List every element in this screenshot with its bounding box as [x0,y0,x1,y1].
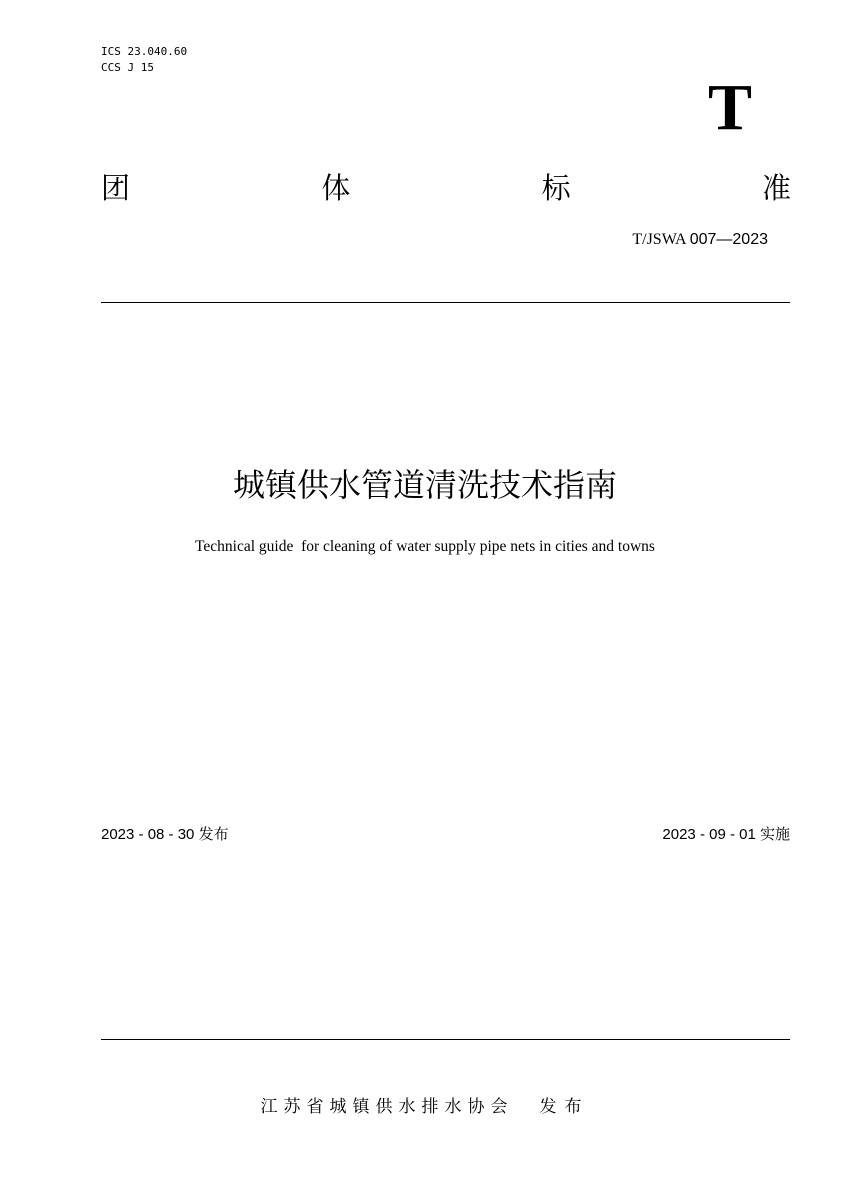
standard-type-heading [101,164,791,208]
implement-date: 2023 - 09 - 01 [662,826,756,843]
top-divider [101,302,790,303]
bottom-divider [101,1039,790,1040]
implement-date-block [662,823,790,844]
english-title: Technical guide for cleaning of water supply pipe nets in cities and towns [195,538,655,555]
standard-type-char-3: 标 [541,170,571,205]
ccs-code: CCS J 15 [101,61,154,74]
publish-date-block [101,823,229,844]
standard-type-char-1: 团 [101,170,131,205]
chinese-title: 城镇供水管道清洗技术指南 [232,466,617,504]
publisher-line [0,1094,850,1120]
standard-type-letter: T [708,71,753,144]
implement-date-label: 实施 [759,826,790,843]
standard-type-char-2: 体 [321,170,351,205]
publisher-organization: 江苏省城镇供水排水协会 [260,1097,514,1117]
publish-date: 2023 - 08 - 30 [101,826,195,843]
standard-number-prefix: T/JSWA [632,231,690,248]
publish-date-label: 发布 [198,826,229,843]
standard-type-char-4: 准 [761,170,791,205]
standard-number [632,230,768,250]
ics-code: ICS 23.040.60 [101,45,188,58]
classification-codes [101,44,187,76]
publisher-label: 发布 [539,1097,590,1117]
date-row [101,822,790,844]
standard-number-digits: 007—2023 [689,231,768,248]
